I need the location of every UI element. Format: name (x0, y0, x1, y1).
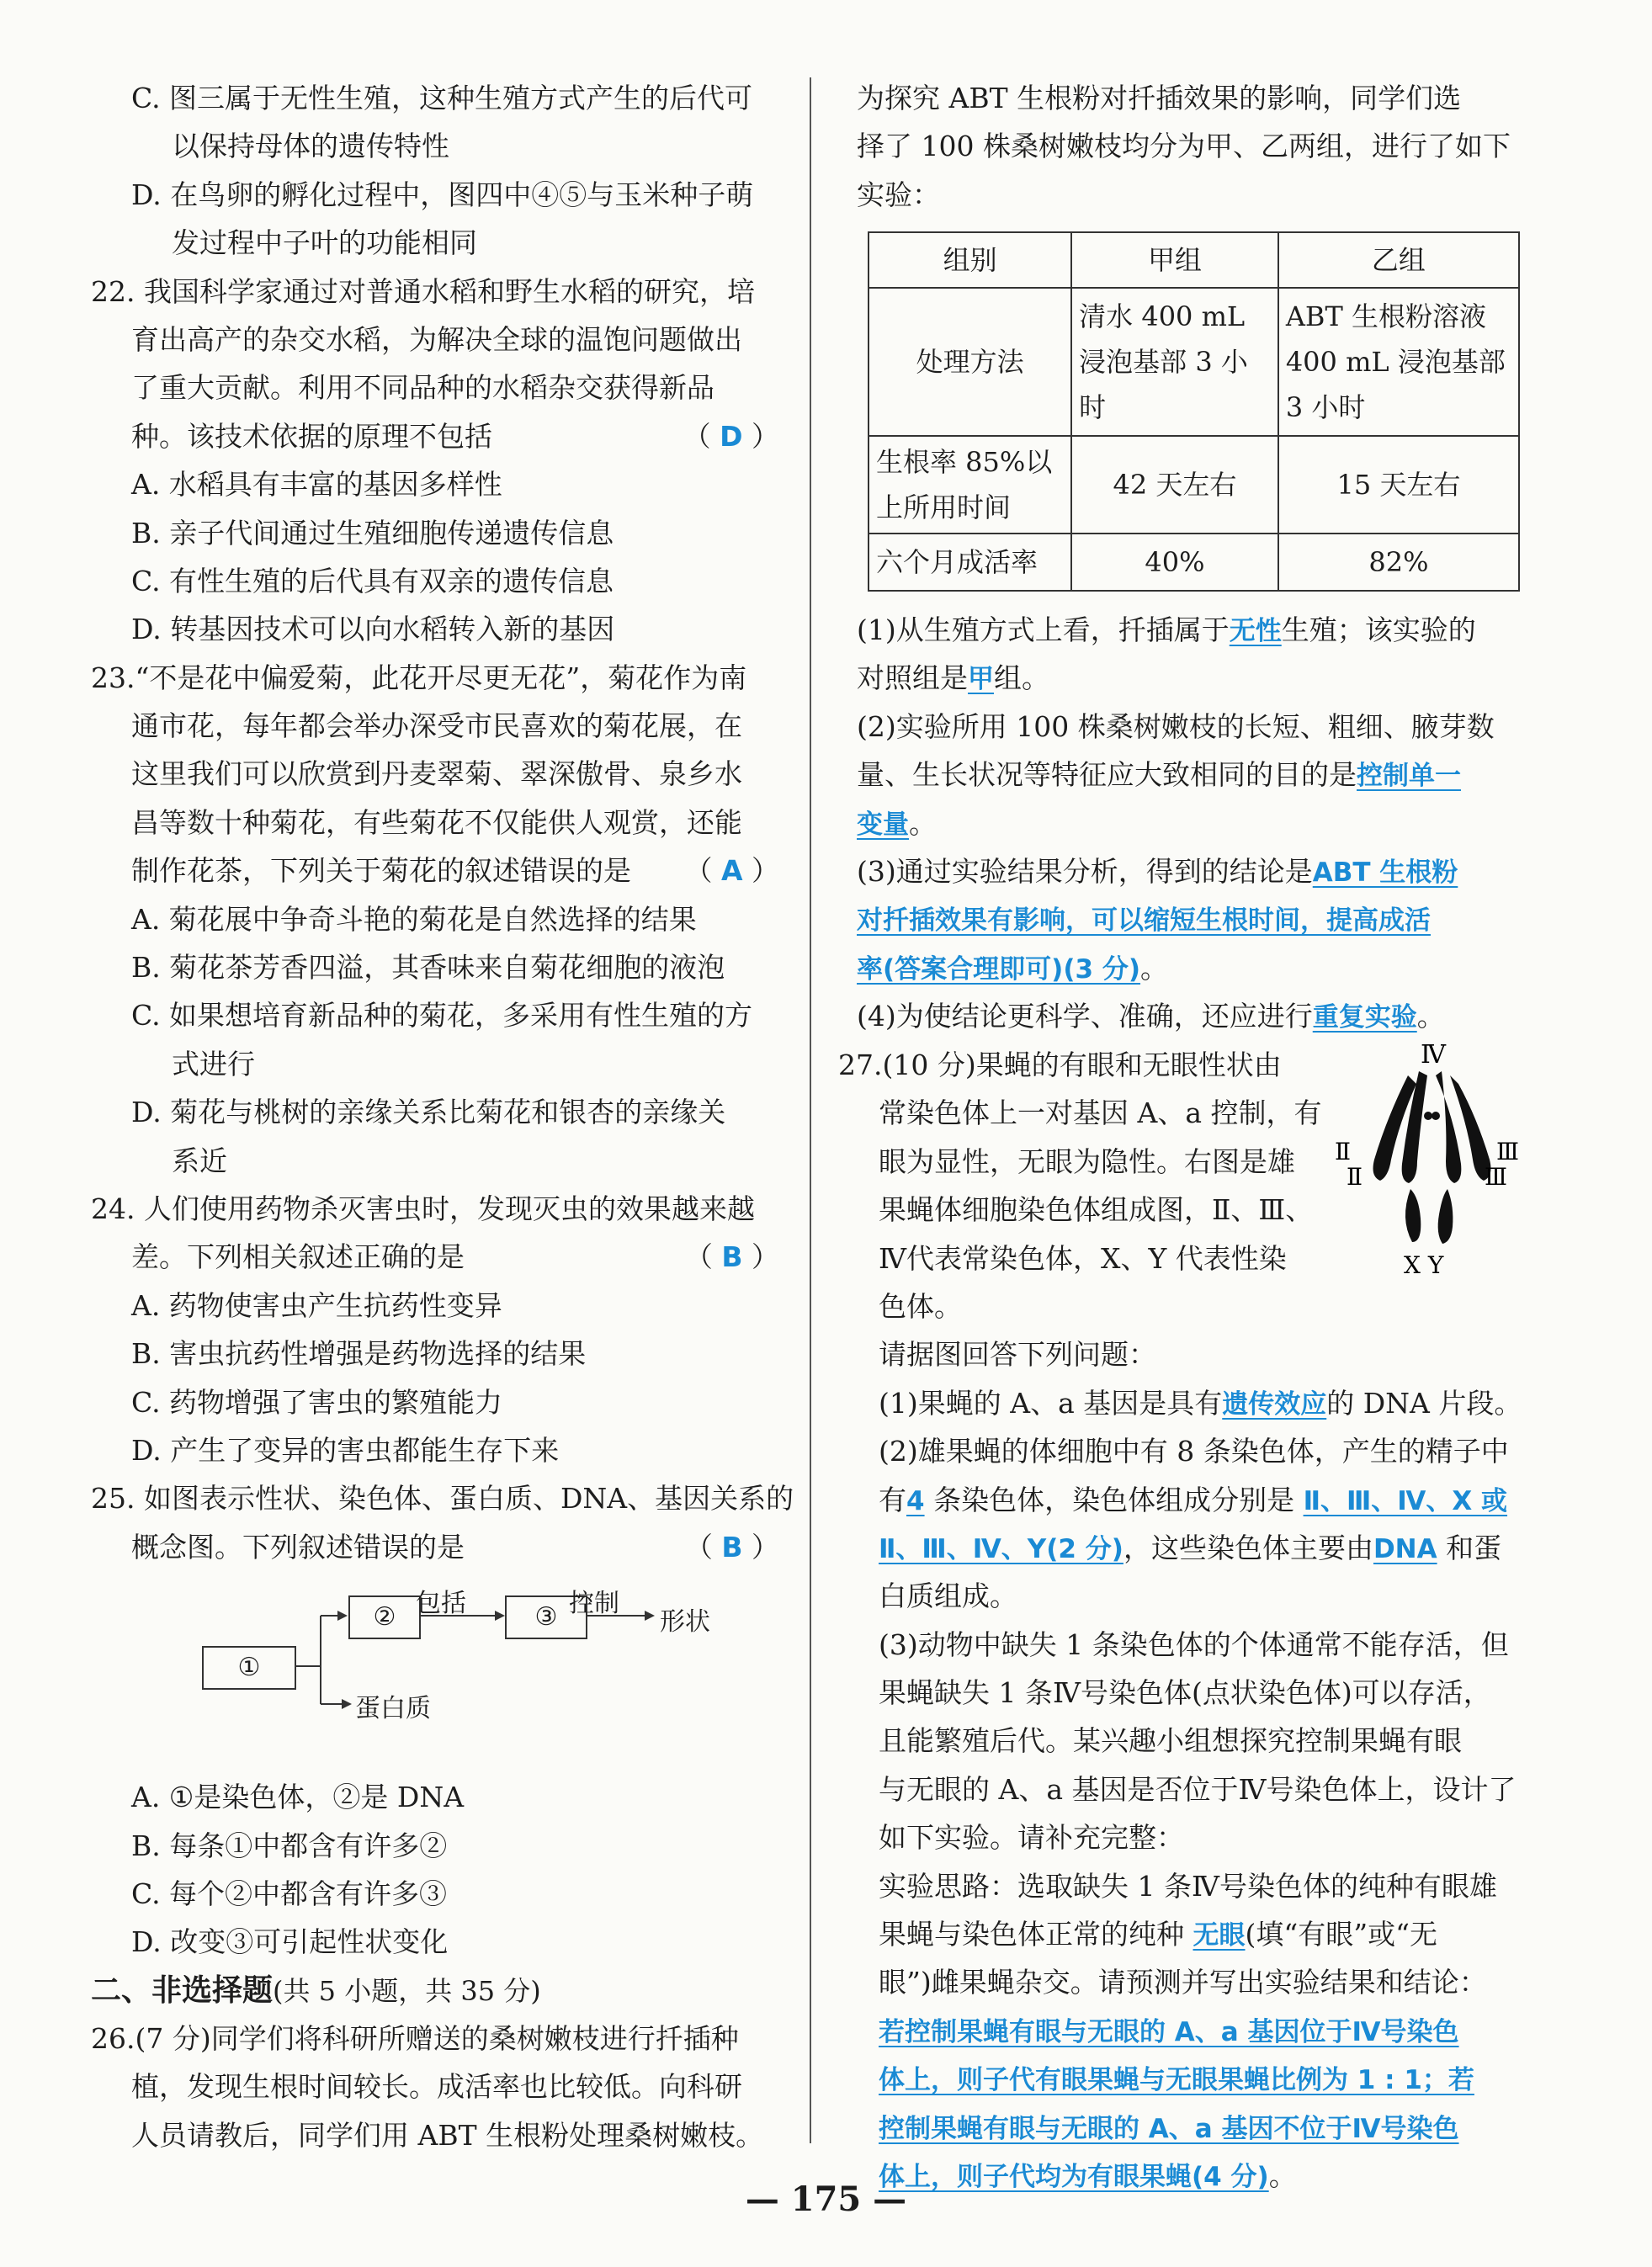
text-line: C. 药物增强了害虫的繁殖能力 (131, 1385, 503, 1419)
label-iv: Ⅳ (1421, 1040, 1446, 1070)
answer-fill: 体上，则子代有眼果蝇与无眼果蝇比例为 1 : 1；若 (879, 2065, 1474, 2096)
label-ii: Ⅱ (1335, 1138, 1352, 1165)
answer-fill: 率(答案合理即可)(3 分) (857, 953, 1141, 985)
text-line: D. 菊花与桃树的亲缘关系比菊花和银杏的亲缘关 (131, 1096, 726, 1129)
text-line: 差。下列相关叙述正确的是 （ B ） (91, 1233, 779, 1281)
text-line: 系近 (172, 1144, 227, 1177)
text-line: C. 有性生殖的后代具有双亲的遗传信息 (131, 564, 614, 597)
experiment-table (868, 231, 1520, 592)
answer-fill: 对扦插效果有影响，可以缩短生根时间，提高成活 (857, 905, 1431, 937)
q27-line: Ⅳ代表常染色体，X、Y 代表性染 (879, 1241, 1287, 1275)
text-line: 这里我们可以欣赏到丹麦翠菊、翠深傲骨、泉乡水 (131, 757, 742, 791)
left-column (91, 74, 794, 2159)
text-line: 种。该技术依据的原理不包括 （ D ） (91, 412, 779, 460)
text-line: 制作花茶，下列关于菊花的叙述错误的是 （ A ） (91, 847, 779, 895)
label-iii: Ⅲ (1485, 1163, 1508, 1191)
text-line: 通市花，每年都会举办深受市民喜欢的菊花展，在 (131, 709, 742, 743)
answer-fill: Ⅱ、Ⅲ、Ⅳ、Y(2 分) (879, 1533, 1123, 1564)
text-line: B. 亲子代间通过生殖细胞传递遗传信息 (131, 516, 614, 549)
text-line: A. 水稻具有丰富的基因多样性 (131, 468, 502, 502)
intro-line: 择了 100 株桑树嫩枝均分为甲、乙两组，进行了如下 (857, 130, 1511, 163)
label-iii: Ⅲ (1496, 1138, 1520, 1165)
text-line: 22. 我国科学家通过对普通水稻和野生水稻的研究，培 (91, 274, 755, 308)
intro-line: 实验： (857, 178, 940, 211)
text-line: C. 图三属于无性生殖，这种生殖方式产生的后代可 (131, 82, 753, 114)
text-line: A. ①是染色体，②是 DNA (131, 1781, 465, 1814)
text-line: 昌等数十种菊花，有些菊花不仅能供人观赏，还能 (131, 805, 742, 839)
table-cell: 42 天左右 (1071, 436, 1278, 534)
table-header: 甲组 (1071, 232, 1278, 288)
box-1: ① (202, 1646, 296, 1690)
text-line: 概念图。下列叙述错误的是 （ B ） (91, 1523, 779, 1571)
text-line: 24. 人们使用药物杀灭害虫时，发现灭虫的效果越来越 (91, 1192, 755, 1225)
text-line: 式进行 (172, 1047, 255, 1080)
answer-fill: DNA (1373, 1533, 1437, 1564)
label-include: 包括 (416, 1589, 466, 1618)
chromosome-figure (1328, 1017, 1530, 1286)
section-heading: 二、非选择题(共 5 小题，共 35 分) (91, 1972, 541, 2008)
text-line: D. 改变③可引起性状变化 (131, 1925, 449, 1959)
q27-line: 常染色体上一对基因 A、a 控制，有 (879, 1096, 1322, 1130)
answer-fill: 甲 (968, 664, 994, 695)
answer-fill: 重复实验 (1312, 1002, 1417, 1033)
answer-choice: （ B ） (684, 1530, 779, 1564)
page-number: — 175 — (745, 2179, 907, 2219)
table-cell: ABT 生根粉溶液 400 mL 浸泡基部 3 小时 (1278, 288, 1519, 436)
table-cell: 82% (1278, 534, 1519, 591)
table-cell: 生根率 85%以上所用时间 (868, 436, 1071, 534)
table-cell: 40% (1071, 534, 1278, 591)
table-cell: 清水 400 mL 浸泡基部 3 小时 (1071, 288, 1278, 436)
table-cell: 六个月成活率 (868, 534, 1071, 591)
text-line: D. 产生了变异的害虫都能生存下来 (131, 1433, 560, 1467)
box-3: ③ (505, 1595, 587, 1639)
text-line: 25. 如图表示性状、染色体、蛋白质、DNA、基因关系的 (91, 1482, 794, 1516)
label-ii: Ⅱ (1347, 1163, 1363, 1191)
answer-fill: 控制果蝇有眼与无眼的 A、a 基因不位于Ⅳ号染色 (879, 2113, 1459, 2144)
q27-line: 请据图回答下列问题： (879, 1338, 1156, 1372)
text-line: D. 在鸟卵的孵化过程中，图四中④⑤与玉米种子萌 (131, 178, 754, 211)
text-line: B. 菊花茶芳香四溢，其香味来自菊花细胞的液泡 (131, 951, 725, 985)
text-line: A. 药物使害虫产生抗药性变异 (131, 1288, 502, 1322)
table-header: 乙组 (1278, 232, 1519, 288)
q27-line: 27.(10 分)果蝇的有眼和无眼性状由 (838, 1049, 1282, 1081)
label-xy: X Y (1404, 1251, 1444, 1279)
text-line: 了重大贡献。利用不同品种的水稻杂交获得新品 (131, 371, 714, 405)
text-line: 以保持母体的遗传特性 (172, 130, 449, 163)
answer-fill: 控制单一 (1357, 761, 1461, 792)
column-divider (810, 77, 811, 2143)
text-line: 育出高产的杂交水稻，为解决全球的温饱问题做出 (131, 322, 742, 356)
text-line: C. 如果想培育新品种的菊花，多采用有性生殖的方 (131, 999, 753, 1033)
answer-fill: 若控制果蝇有眼与无眼的 A、a 基因位于Ⅳ号染色 (879, 2016, 1459, 2047)
concept-diagram (199, 1582, 754, 1733)
answer-fill: 遗传效应 (1222, 1388, 1327, 1420)
text-line: 人员请教后，同学们用 ABT 生根粉处理桑树嫩枝。 (131, 2118, 764, 2152)
q27-line: 眼为显性，无眼为隐性。右图是雄 (879, 1144, 1295, 1178)
answer-fill: 4 (906, 1485, 925, 1516)
answer-choice: （ D ） (683, 419, 779, 453)
q27-line: 果蝇体细胞染色体组成图，Ⅱ、Ⅲ、 (879, 1193, 1314, 1227)
answer-fill: ABT 生根粉 (1312, 857, 1458, 888)
answer-fill: 无性 (1229, 616, 1282, 646)
intro-line: 为探究 ABT 生根粉对扦插效果的影响，同学们选 (857, 82, 1462, 114)
text-line: 26.(7 分)同学们将科研所赠送的桑树嫩枝进行扦插种 (91, 2022, 739, 2056)
answer-choice: （ A ） (684, 854, 779, 888)
answer-fill: 变量 (857, 809, 909, 840)
table-cell: 15 天左右 (1278, 436, 1519, 534)
text-line: B. 每条①中都含有许多② (131, 1829, 448, 1862)
text-line: 植，发现生根时间较长。成活率也比较低。向科研 (131, 2070, 742, 2104)
text-line: A. 菊花展中争奇斗艳的菊花是自然选择的结果 (131, 902, 697, 936)
box-2: ② (348, 1595, 421, 1639)
answer-choice: （ B ） (684, 1240, 779, 1274)
label-protein: 蛋白质 (355, 1694, 431, 1723)
answer-fill: Ⅱ、Ⅲ、Ⅳ、X 或 (1303, 1485, 1508, 1516)
q27: 27.(10 分)果蝇的有眼和无眼性状由 常染色体上一对基因 A、a 控制，有 眼为显性，无眼为隐性。右图是雄 果蝇体细胞染色体组成图，Ⅱ、Ⅲ、 Ⅳ代表常染色体，X、Y 代表性染 色体。 请据图回答下列问题： (1)果蝇的 A、a 基因是具有遗传效应的 DNA 片段。 (2)雄果蝇的体细胞中有 8 条染色体，产生的精子中 有4 条染色体，染色体组成分别是 Ⅱ、Ⅲ、Ⅳ、X 或 Ⅱ、Ⅲ、Ⅳ、Y(2 分)，这些染色体主要由DNA 和蛋 白质组成。 (3)动物中缺失 1 条染色体的个体通常不能存活，但 果蝇缺失 1 条Ⅳ号染色体(点状染色体)可以存活， 且能繁殖后代。某兴趣小组想探究控制果蝇有眼 与无眼的 A、a 基因是否位于Ⅳ号染色体上，设计了 如下实验。请补充完整： 实验思路：选取缺失 1 条Ⅳ号染色体的纯种有眼雄 果蝇与染色体正常的纯种 无眼(填“有眼”或“无 眼”)雌果蝇杂交。请预测并写出实验结果和结论： 若控制果蝇有眼与无眼的 A、a 基因位于Ⅳ号染色 体上，则子代有眼果蝇与无眼果蝇比例为 1 : 1；若 控制果蝇有眼与无眼的 A、a 基因不位于Ⅳ号染色 体上，则子代均为有眼果蝇(4 分)。 (838, 1041, 1530, 2200)
text-line: B. 害虫抗药性增强是药物选择的结果 (131, 1337, 587, 1371)
answer-fill: 无眼 (1193, 1920, 1246, 1951)
text-line: C. 每个②中都含有许多③ (131, 1877, 448, 1910)
q27-line: 色体。 (879, 1289, 962, 1323)
q26-answers: (1)从生殖方式上看，扦插属于无性生殖；该实验的 对照组是甲组。 (2)实验所用 100 株桑树嫩枝的长短、粗细、腋芽数 量、生长状况等特征应大致相同的目的是控制单一 变量。 (3)通过实验结果分析，得到的结论是ABT 生根粉 对扦插效果有影响，可以缩短生根时间，提高成活 率(答案合理即可)(3 分)。 (4)为使结论更科学、准确，还应进行重复实验。 (857, 613, 1495, 1033)
text-line: 发过程中子叶的功能相同 (172, 226, 477, 260)
right-column (838, 74, 1530, 2192)
text-line: D. 转基因技术可以向水稻转入新的基因 (131, 613, 615, 646)
text-line: 23.“不是花中偏爱菊，此花开尽更无花”，菊花作为南 (91, 661, 747, 694)
table-cell: 处理方法 (868, 288, 1071, 436)
label-trait: 形状 (660, 1607, 710, 1637)
label-control: 控制 (569, 1589, 619, 1618)
table-header: 组别 (868, 232, 1071, 288)
answer-fill: 体上，则子代均为有眼果蝇(4 分) (879, 2161, 1269, 2192)
